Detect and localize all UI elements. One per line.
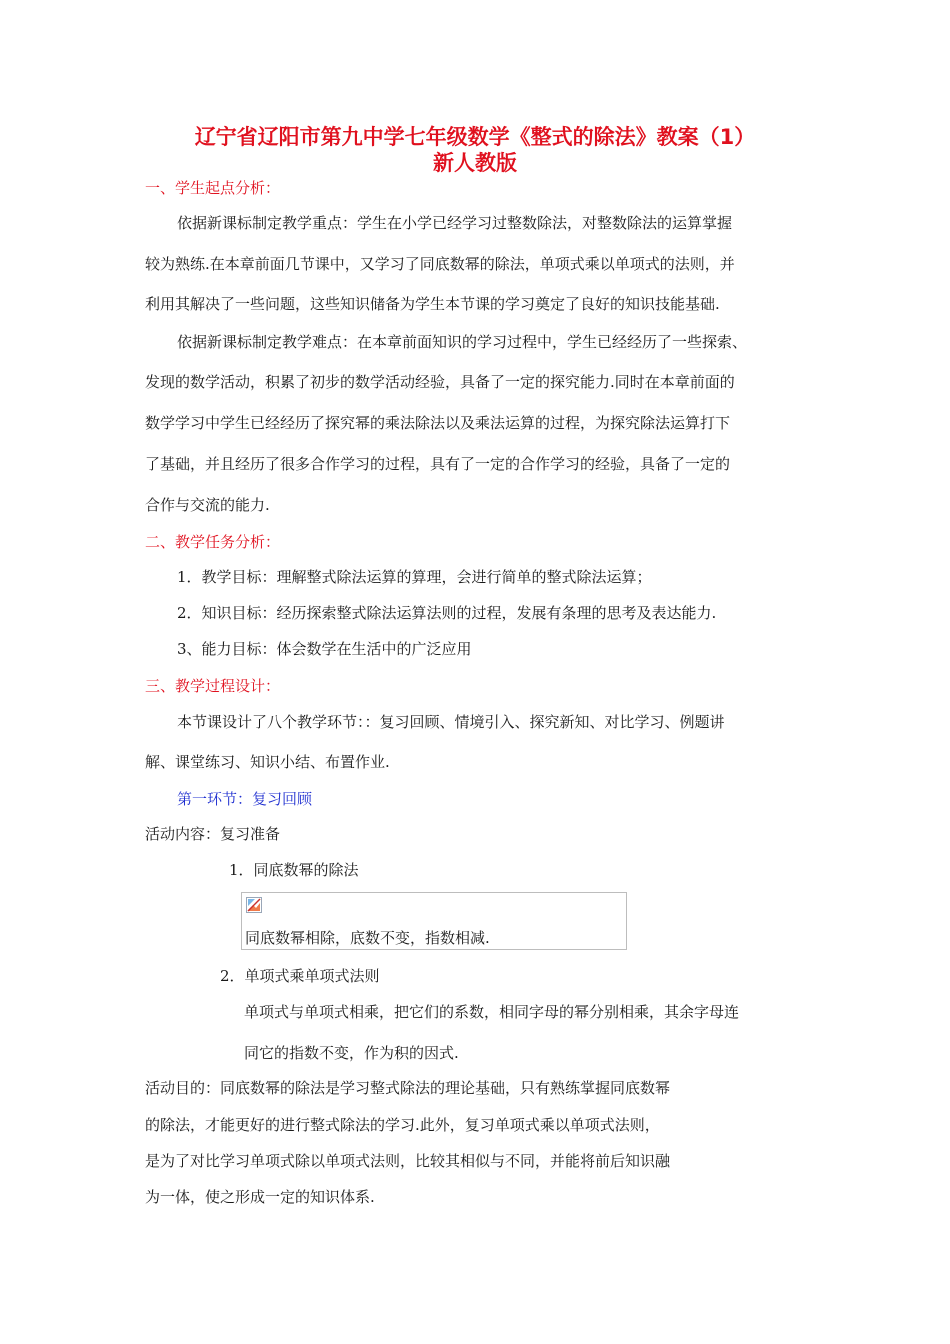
section-heading-3: 三、教学过程设计： [145,677,281,695]
paragraph-line: 了基础，并且经历了很多合作学习的过程，具有了一定的合作学习的经验，具备了一定的 [145,455,731,473]
list-item: 3、能力目标：体会数学在生活中的广泛应用 [177,640,472,658]
paragraph-line: 合作与交流的能力. [145,496,270,514]
paragraph-line: 活动目的：同底数幂的除法是学习整式除法的理论基础，只有熟练掌握同底数幂 [145,1079,671,1097]
section-heading-2: 二、教学任务分析： [145,533,281,551]
box-text: 同底数幂相除，底数不变，指数相减. [245,929,490,947]
list-item: 2．知识目标：经历探索整式除法运算法则的过程，发展有条理的思考及表达能力. [177,604,717,622]
paragraph-line: 的除法，才能更好的进行整式除法的学习.此外，复习单项式乘以单项式法则， [145,1116,660,1134]
broken-image-icon [246,897,262,913]
paragraph-line: 同它的指数不变，作为积的因式. [244,1044,459,1062]
activity-content: 活动内容：复习准备 [145,825,281,843]
paragraph-line: 数学学习中学生已经经历了探究幂的乘法除法以及乘法运算的过程，为探究除法运算打下 [145,414,731,432]
section-heading-1: 一、学生起点分析： [145,179,281,197]
formula-box [241,892,627,950]
paragraph-line: 依据新课标制定教学重点：学生在小学已经学习过整数除法，对整数除法的运算掌握 [177,214,733,232]
paragraph-line: 利用其解决了一些问题，这些知识储备为学生本节课的学习奠定了良好的知识技能基础. [145,295,720,313]
paragraph-line: 为一体，使之形成一定的知识体系. [145,1188,375,1206]
document-title: 辽宁省辽阳市第九中学七年级数学《整式的除法》教案（1） [194,125,756,149]
list-item: 1．教学目标：理解整式除法运算的算理，会进行简单的整式除法运算； [177,568,652,586]
paragraph-line: 依据新课标制定教学难点：在本章前面知识的学习过程中，学生已经经历了一些探索、 [177,333,748,351]
paragraph-line: 较为熟练.在本章前面几节课中，又学习了同底数幂的除法，单项式乘以单项式的法则，并 [145,255,735,273]
paragraph-line: 发现的数学活动，积累了初步的数学活动经验，具备了一定的探究能力.同时在本章前面的 [145,373,735,391]
paragraph-line: 解、课堂练习、知识小结、布置作业. [145,753,390,771]
paragraph-line: 本节课设计了八个教学环节：：复习回顾、情境引入、探究新知、对比学习、例题讲 [177,713,725,731]
document-subtitle: 新人教版 [433,151,517,175]
paragraph-line: 是为了对比学习单项式除以单项式法则，比较其相似与不同，并能将前后知识融 [145,1152,671,1170]
list-item: 1．同底数幂的除法 [229,861,359,879]
paragraph-line: 单项式与单项式相乘，把它们的系数，相同字母的幂分别相乘，其余字母连 [244,1003,740,1021]
list-item: 2．单项式乘单项式法则 [220,967,380,985]
step-heading: 第一环节：复习回顾 [177,790,313,808]
